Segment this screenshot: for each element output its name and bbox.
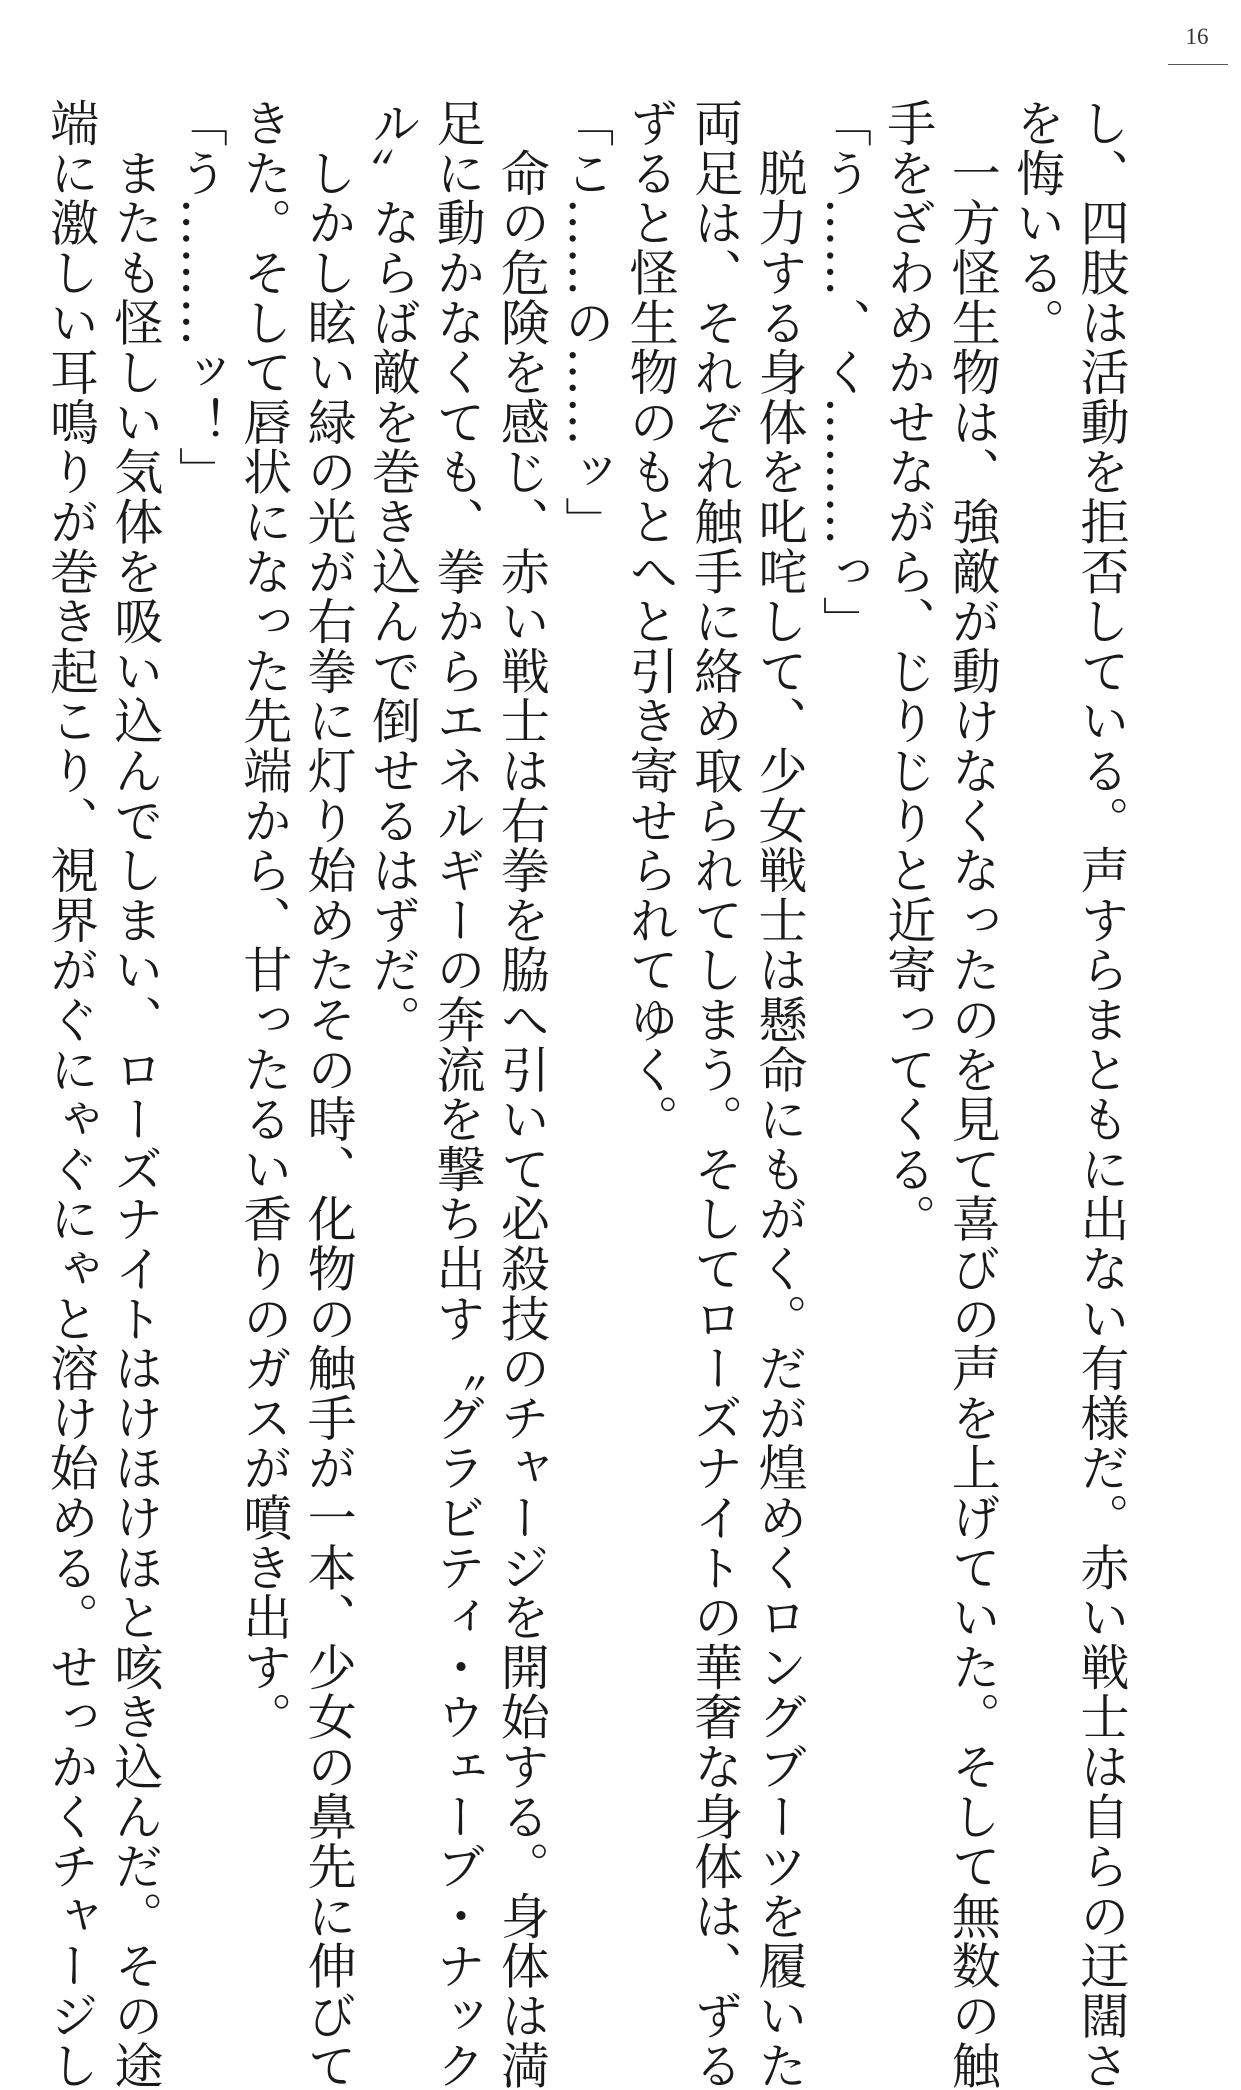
text-line: 「う………ッ！」	[171, 98, 229, 497]
text-line: 「う……、く………っ」	[815, 98, 873, 646]
text-line: を悔いる。	[1008, 98, 1066, 347]
text-line: し、四肢は活動を拒否している。声すらまともに出ない有様だ。赤い戦士は自らの迂闊さ	[1073, 98, 1130, 2090]
text-line: 命の危険を感じ、赤い戦士は右拳を脇へ引いて必殺技のチャージを開始する。身体は満	[493, 98, 551, 2090]
text-line: ル〟ならば敵を巻き込んで倒せるはずだ。	[364, 98, 422, 1045]
page-number: 16	[1185, 24, 1209, 49]
text-line: しかし眩い緑の光が右拳に灯り始めたその時、化物の触手が一本、少女の鼻先に伸びて	[300, 98, 358, 2090]
vertical-text-body	[42, 98, 1133, 2090]
text-line: 脱力する身体を叱咤して、少女戦士は懸命にもがく。だが煌めくロングブーツを履いた	[750, 98, 808, 2090]
text-line: きた。そして唇状になった先端から、甘ったるい香りのガスが噴き出す。	[235, 98, 293, 1742]
text-line: 両足は、それぞれ触手に絡め取られてしまう。そしてローズナイトの華奢な身体は、ずる	[686, 98, 744, 2090]
text-line: 「こ……の……ッ」	[557, 98, 615, 547]
text-line: 足に動かなくても、拳からエネルギーの奔流を撃ち出す〝グラビティ・ウェーブ・ナック	[428, 98, 486, 2090]
page-number-rule	[1168, 64, 1228, 65]
text-line: ずると怪生物のもとへと引き寄せられてゆく。	[622, 98, 680, 1144]
text-line: 一方怪生物は、強敵が動けなくなったのを見て喜びの声を上げていた。そして無数の触	[944, 98, 1002, 2090]
text-line: 端に激しい耳鳴りが巻き起こり、視界がぐにゃぐにゃと溶け始める。せっかくチャージし	[42, 98, 100, 2090]
text-line: またも怪しい気体を吸い込んでしまい、ローズナイトはけほけほと咳き込んだ。その途	[106, 98, 164, 2090]
text-line: 手をざわめかせながら、じりじりと近寄ってくる。	[879, 98, 937, 1244]
